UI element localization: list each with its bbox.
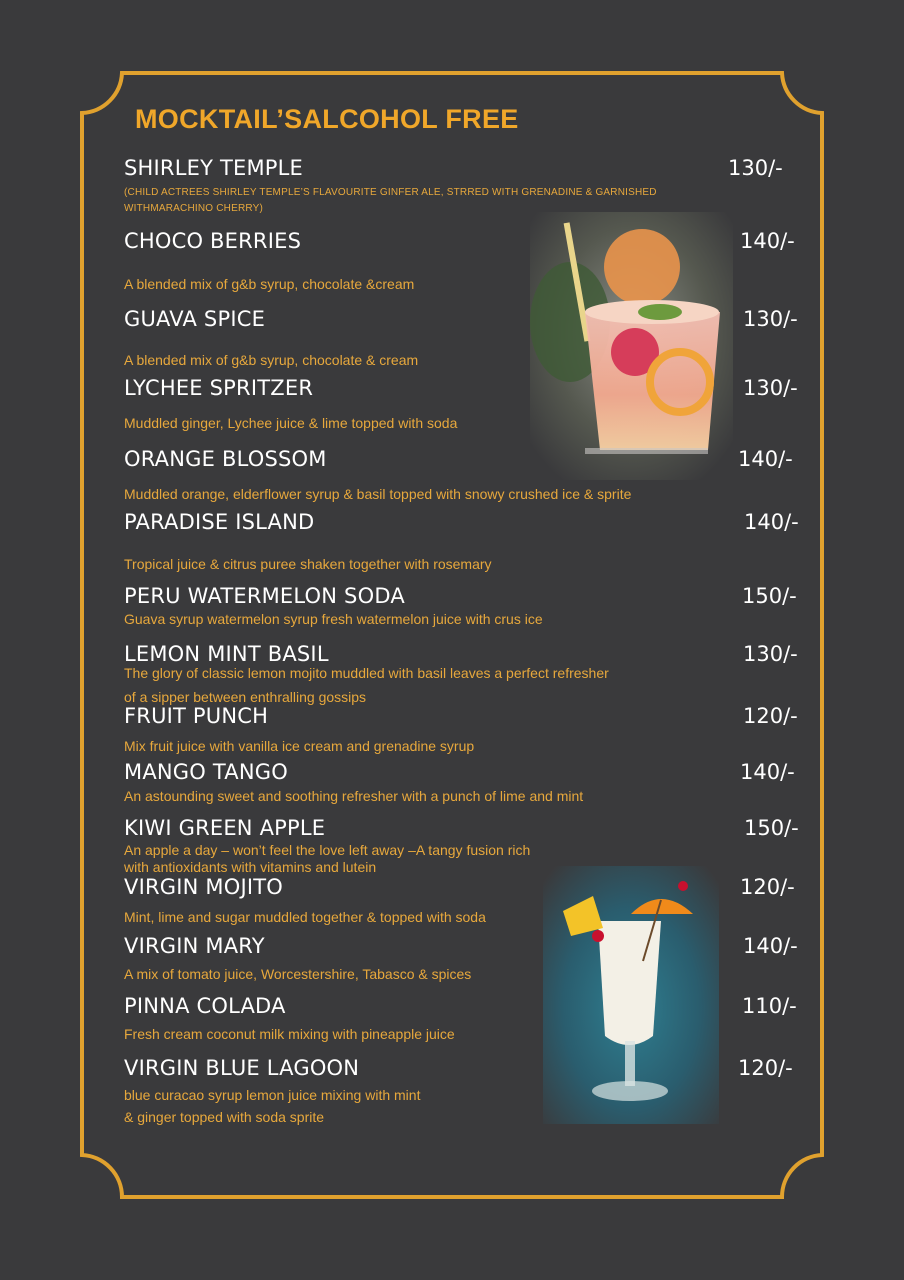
item-description: (CHILD ACTREES SHIRLEY TEMPLE’S FLAVOURITE GINFER ALE, STRRED WITH GRENADINE & GARNISHED: [124, 187, 657, 198]
item-name: MANGO TANGO: [124, 760, 288, 784]
item-name: KIWI GREEN APPLE: [124, 816, 326, 840]
item-description: A blended mix of g&b syrup, chocolate &cream: [124, 276, 415, 292]
pina-colada-photo: [543, 866, 719, 1124]
item-price: 130/-: [743, 642, 798, 666]
item-description: Mix fruit juice with vanilla ice cream and grenadine syrup: [124, 738, 475, 754]
item-price: 140/-: [743, 934, 798, 958]
item-description: & ginger topped with soda sprite: [124, 1109, 325, 1125]
item-name: LEMON MINT BASIL: [124, 642, 329, 666]
item-name: PARADISE ISLAND: [124, 510, 315, 534]
item-description: Mint, lime and sugar muddled together & topped with soda: [124, 909, 486, 925]
item-name: ORANGE BLOSSOM: [124, 447, 327, 471]
item-description: with antioxidants with vitamins and lutein: [124, 859, 377, 875]
item-description: Guava syrup watermelon syrup fresh watermelon juice with crus ice: [124, 611, 543, 627]
item-name: FRUIT PUNCH: [124, 704, 269, 728]
item-name: GUAVA SPICE: [124, 307, 266, 331]
item-description: An apple a day – won’t feel the love left away –A tangy fusion rich: [124, 842, 531, 858]
pink-mocktail-photo: [530, 212, 733, 480]
item-price: 140/-: [740, 760, 795, 784]
item-description: of a sipper between enthralling gossips: [124, 689, 367, 705]
item-name: VIRGIN BLUE LAGOON: [124, 1056, 360, 1080]
item-description: Fresh cream coconut milk mixing with pineapple juice: [124, 1026, 455, 1042]
item-price: 150/-: [742, 584, 797, 608]
item-price: 130/-: [743, 307, 798, 331]
item-description: WITHMARACHINO CHERRY): [124, 203, 264, 214]
item-name: PERU WATERMELON SODA: [124, 584, 405, 608]
item-description: The glory of classic lemon mojito muddled with basil leaves a perfect refresher: [124, 665, 609, 681]
item-description: A blended mix of g&b syrup, chocolate & cream: [124, 352, 419, 368]
item-price: 120/-: [738, 1056, 793, 1080]
item-name: CHOCO BERRIES: [124, 229, 302, 253]
item-name: SHIRLEY TEMPLE: [124, 156, 304, 180]
menu-title: MOCKTAIL’SALCOHOL FREE: [135, 104, 519, 134]
item-name: PINNA COLADA: [124, 994, 286, 1018]
item-price: 150/-: [744, 816, 799, 840]
item-description: blue curacao syrup lemon juice mixing with mint: [124, 1087, 421, 1103]
item-price: 140/-: [740, 229, 795, 253]
item-description: An astounding sweet and soothing refresher with a punch of lime and mint: [124, 788, 584, 804]
item-price: 130/-: [728, 156, 783, 180]
item-description: Muddled ginger, Lychee juice & lime topped with soda: [124, 415, 458, 431]
item-description: Tropical juice & citrus puree shaken together with rosemary: [124, 556, 492, 572]
item-name: LYCHEE SPRITZER: [124, 376, 314, 400]
item-name: VIRGIN MARY: [124, 934, 265, 958]
item-price: 120/-: [743, 704, 798, 728]
item-price: 120/-: [740, 875, 795, 899]
item-price: 110/-: [742, 994, 797, 1018]
item-description: A mix of tomato juice, Worcestershire, Tabasco & spices: [124, 966, 472, 982]
item-name: VIRGIN MOJITO: [124, 875, 283, 899]
item-price: 140/-: [738, 447, 793, 471]
item-price: 140/-: [744, 510, 799, 534]
item-description: Muddled orange, elderflower syrup & basil topped with snowy crushed ice & sprite: [124, 486, 632, 502]
item-price: 130/-: [743, 376, 798, 400]
